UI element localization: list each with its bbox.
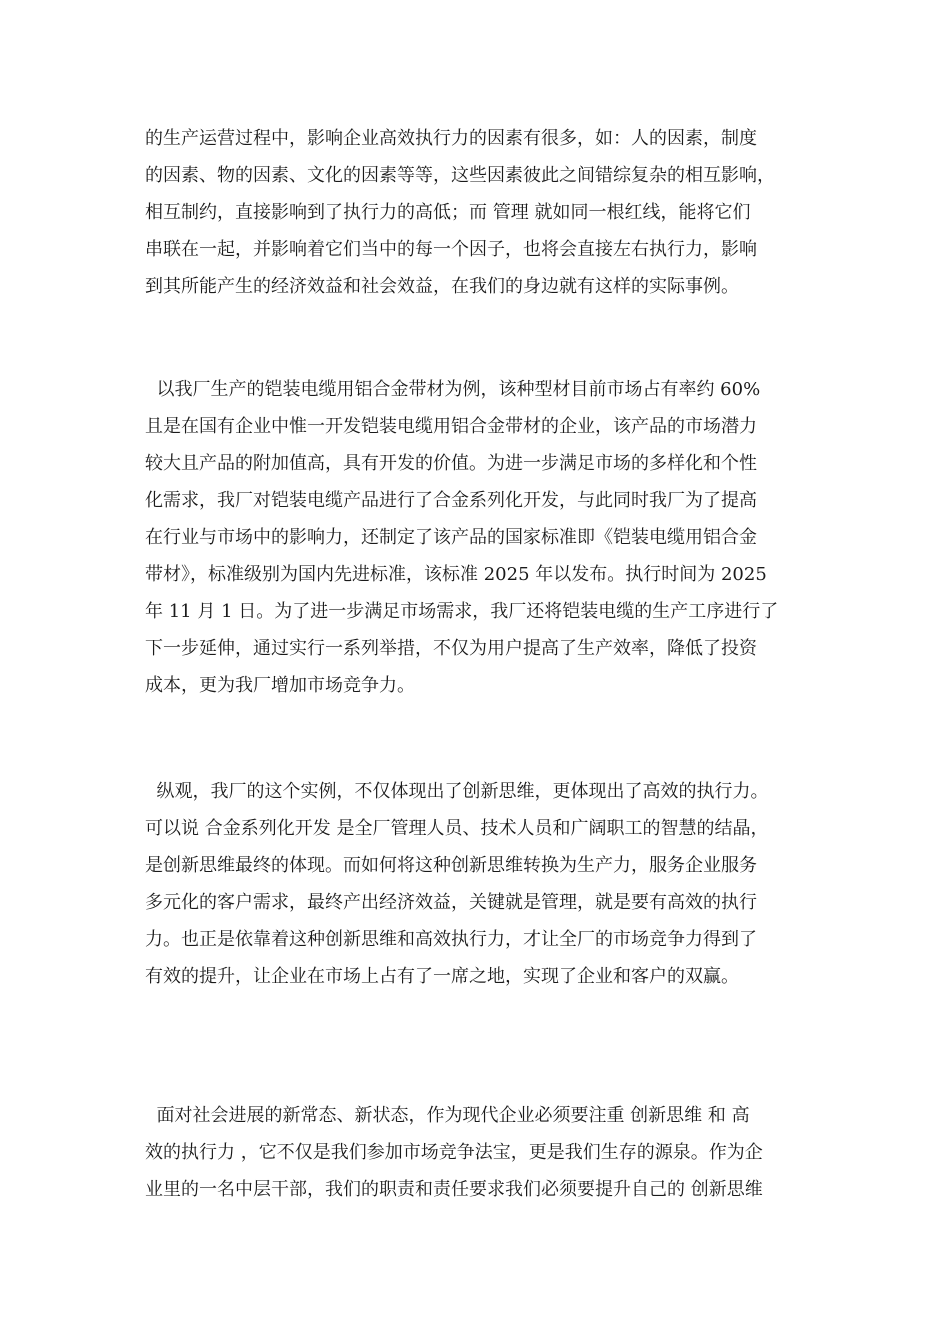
text-line: 年 11 月 1 日。为了进一步满足市场需求，我厂还将铠装电缆的生产工序进行了 xyxy=(145,601,779,622)
paragraph-3 xyxy=(145,773,810,995)
text-line: 相互制约，直接影响到了执行力的高低；而 管理 就如同一根红线，能将它们 xyxy=(145,202,751,223)
text-line: 面对社会进展的新常态、新状态，作为现代企业必须要注重 创新思维 和 高 xyxy=(145,1105,750,1126)
text-line: 多元化的客户需求，最终产出经济效益，关键就是管理，就是要有高效的执行 xyxy=(145,892,757,913)
text-line: 是创新思维最终的体现。而如何将这种创新思维转换为生产力，服务企业服务 xyxy=(145,855,757,876)
text-line: 在行业与市场中的影响力，还制定了该产品的国家标准即《铠装电缆用铝合金 xyxy=(145,527,757,548)
text-line: 较大且产品的附加值高，具有开发的价值。为进一步满足市场的多样化和个性 xyxy=(145,453,757,474)
text-line: 业里的一名中层干部，我们的职责和责任要求我们必须要提升自己的 创新思维 xyxy=(145,1179,763,1200)
text-line: 纵观，我厂的这个实例，不仅体现出了创新思维，更体现出了高效的执行力。 xyxy=(145,781,769,802)
text-line: 成本，更为我厂增加市场竞争力。 xyxy=(145,675,415,696)
text-line: 串联在一起，并影响着它们当中的每一个因子，也将会直接左右执行力，影响 xyxy=(145,239,757,260)
text-line: 下一步延伸，通过实行一系列举措，不仅为用户提高了生产效率，降低了投资 xyxy=(145,638,757,659)
text-line: 的生产运营过程中，影响企业高效执行力的因素有很多，如：人的因素，制度 xyxy=(145,128,757,149)
text-line: 到其所能产生的经济效益和社会效益，在我们的身边就有这样的实际事例。 xyxy=(145,276,739,297)
text-line: 有效的提升，让企业在市场上占有了一席之地，实现了企业和客户的双赢。 xyxy=(145,966,739,987)
text-line: 效的执行力 ，它不仅是我们参加市场竞争法宝，更是我们生存的源泉。作为企 xyxy=(145,1142,763,1163)
text-line: 可以说 合金系列化开发 是全厂管理人员、技术人员和广阔职工的智慧的结晶， xyxy=(145,818,769,839)
paragraph-2 xyxy=(145,371,810,704)
text-line: 且是在国有企业中惟一开发铠装电缆用铝合金带材的企业，该产品的市场潜力 xyxy=(145,416,757,437)
text-line: 力。也正是依靠着这种创新思维和高效执行力，才让全厂的市场竞争力得到了 xyxy=(145,929,757,950)
paragraph-1 xyxy=(145,120,810,305)
text-line: 化需求，我厂对铠装电缆产品进行了合金系列化开发，与此同时我厂为了提高 xyxy=(145,490,757,511)
text-line: 以我厂生产的铠装电缆用铝合金带材为例，该种型材目前市场占有率约 60% xyxy=(145,379,761,400)
paragraph-4 xyxy=(145,1097,810,1208)
text-line: 带材》，标准级别为国内先进标准，该标准 2025 年以发布。执行时间为 2025 xyxy=(145,564,767,585)
text-line: 的因素、物的因素、文化的因素等等，这些因素彼此之间错综复杂的相互影响， xyxy=(145,165,775,186)
